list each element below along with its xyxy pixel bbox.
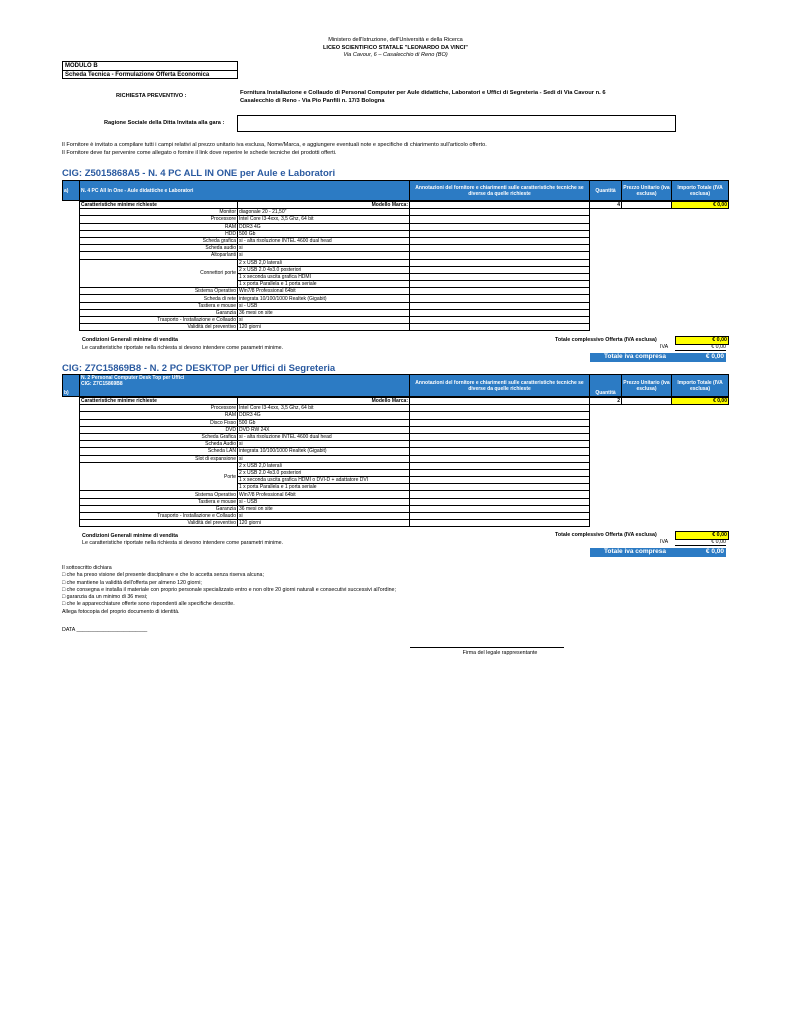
char-header: Caratteristiche minime richieste (80, 398, 238, 405)
annotation-cell[interactable] (410, 202, 590, 209)
section-a-conditions-note: Le caratteristiche riportate nella richiesta si devono intendere come parametri minime. (82, 345, 284, 351)
table-row (80, 419, 729, 426)
annotation-cell[interactable] (410, 259, 590, 266)
annotation-cell[interactable] (410, 281, 590, 288)
spec-value: 1 x seconda uscita grafica HDMI o DVI-D + adattatore DVI (238, 477, 410, 484)
annotation-cell[interactable] (410, 491, 590, 498)
annotation-cell[interactable] (410, 484, 590, 491)
spec-value: DDR3 4G (238, 223, 410, 230)
spec-label: Trasporto - Installazione e Collaudo (80, 513, 238, 520)
annotation-cell[interactable] (410, 223, 590, 230)
date-field[interactable]: DATA ________________________ (62, 627, 148, 633)
spec-label: Monitor (80, 209, 238, 216)
spec-value: 500 Gb (238, 419, 410, 426)
spec-value: si - USB (238, 498, 410, 505)
annotation-cell[interactable] (410, 469, 590, 476)
table-row (80, 513, 729, 520)
spec-value: si (238, 513, 410, 520)
spec-value: diagonale 20 - 21,50" (238, 209, 410, 216)
table-row (80, 317, 729, 324)
spec-value: 2 x USB 2,0 laterali (238, 259, 410, 266)
annotation-cell[interactable] (410, 455, 590, 462)
table-row (80, 426, 729, 433)
spec-value: 1 x seconda uscita grafica HDMI (238, 273, 410, 280)
cig-b-title: CIG: Z7C15869B8 - N. 2 PC DESKTOP per Uffici di Segreteria (62, 363, 336, 374)
declaration-attach: Allega fotocopia del proprio documento di identità. (62, 608, 180, 615)
annotation-cell[interactable] (410, 309, 590, 316)
spec-value: si - alta risoluzione INTEL 4600 dual head (238, 237, 410, 244)
annotation-cell[interactable] (410, 252, 590, 259)
annotation-cell[interactable] (410, 462, 590, 469)
annotation-cell[interactable] (410, 230, 590, 237)
company-field[interactable] (237, 115, 676, 132)
spec-label: Tastiera e mouse (80, 302, 238, 309)
spec-value: si (238, 455, 410, 462)
spec-label: Processore (80, 405, 238, 412)
spec-value: 120 giorni (238, 520, 410, 527)
section-a-conditions: Condizioni Generali minime di vendita (82, 337, 178, 343)
table-b-body (79, 397, 729, 527)
spec-label: Porte (80, 462, 238, 491)
school-name: LICEO SCIENTIFICO STATALE "LEONARDO DA VINCI" (323, 45, 468, 51)
section-b-letter: b) (63, 375, 80, 397)
spec-label: Scheda LAN (80, 448, 238, 455)
spec-label: RAM (80, 223, 238, 230)
annotation-cell[interactable] (410, 412, 590, 419)
table-row (80, 441, 729, 448)
section-a-iva-value: € 0,00 (675, 344, 726, 351)
declaration-item: □ che le apparecchiature offerte sono rispondenti alle specifiche descritte. (62, 601, 235, 608)
annotation-cell[interactable] (410, 477, 590, 484)
spec-value: si (238, 245, 410, 252)
table-row (80, 245, 729, 252)
spec-value: integrata 10/100/1000 Realtek (Gigabit) (238, 448, 410, 455)
table-row (80, 295, 729, 302)
signature-line[interactable] (410, 647, 564, 648)
table-row (80, 223, 729, 230)
spec-label: Garanzia (80, 309, 238, 316)
request-text-line2: Casalecchio di Reno - Via Pio Panfili n. 17/3 Bologna (240, 98, 385, 104)
spec-label: Scheda audio (80, 245, 238, 252)
section-a-total-iva-label: Totale iva compresa (604, 353, 667, 360)
ministry-line: Ministero dell'Istruzione, dell'Università e della Ricerca (328, 37, 463, 43)
spec-value: 2 x USB 2.0 4x3.0 posteriori (238, 266, 410, 273)
section-b-price-header: Prezzo Unitario (iva esclusa) (622, 375, 672, 397)
table-row (80, 202, 729, 209)
spec-label: Altoparlanti (80, 252, 238, 259)
table-row (80, 237, 729, 244)
model-label: Modello Marca: (238, 202, 410, 209)
declaration-item: □ garanzia da un minimo di 36 mesi; (62, 594, 148, 601)
spec-value: 2 x USB 2.0 4x3.0 posteriori (238, 469, 410, 476)
section-b-product-header1: N. 2 Personal Computer Desk Top per Uffici (81, 375, 185, 381)
spec-value: 120 giorni (238, 324, 410, 331)
section-b-total-iva-label: Totale iva compresa (604, 548, 667, 555)
table-row (80, 520, 729, 527)
declaration-item: □ che ha preso visione del presente disciplinare e che lo accetta senza riserva alcuna; (62, 572, 264, 579)
table-row (80, 288, 729, 295)
spec-value: si (238, 252, 410, 259)
request-text (240, 89, 606, 105)
section-b-conditions-note: Le caratteristiche riportate nella richiesta si devono intendere come parametri minime. (82, 540, 284, 546)
spec-value: integrata 10/100/1000 Realtek (Gigabit) (238, 295, 410, 302)
table-row (80, 216, 729, 223)
request-label: RICHIESTA PREVENTIVO : (116, 93, 187, 99)
section-b-annot-header: Annotazioni del fornitore e chiarimenti sulle caratteristiche tecniche se diverse da quelle richieste (410, 375, 590, 397)
declaration-intro: Il sottoscritto dichiara (62, 565, 112, 571)
annotation-cell[interactable] (410, 405, 590, 412)
cig-a-title: CIG: Z5015868A5 - N. 4 PC ALL IN ONE per Aule e Laboratori (62, 168, 336, 179)
table-row (80, 491, 729, 498)
spec-label: Garanzia (80, 505, 238, 512)
unit-price-input[interactable] (622, 398, 672, 405)
spec-value: Win7/8 Professional 64bit (238, 288, 410, 295)
unit-price-input[interactable] (622, 202, 672, 209)
spec-label: Sistema Operativo (80, 288, 238, 295)
section-a-qty-header: Quantità (590, 181, 622, 201)
annotation-cell[interactable] (410, 505, 590, 512)
section-b-product-header (80, 375, 410, 397)
annotation-cell[interactable] (410, 498, 590, 505)
spec-value: Intel Core I3-4xxx, 3,5 Ghz, 64 bit (238, 405, 410, 412)
section-a-price-header: Prezzo Unitario (iva esclusa) (622, 181, 672, 201)
spec-value: 1 x porta Parallela e 1 porta seriale (238, 484, 410, 491)
table-row (80, 433, 729, 440)
qty-value: 2 (590, 398, 622, 405)
signature-label: Firma del legale rappresentante (462, 650, 538, 656)
table-row (80, 259, 729, 266)
model-label: Modello Marca: (238, 398, 410, 405)
table-row (80, 309, 729, 316)
annotation-cell[interactable] (410, 209, 590, 216)
spec-value: si (238, 441, 410, 448)
spec-value: Win7/8 Professional 64bit (238, 491, 410, 498)
section-a-amount-header: Importo Totale (IVA esclusa) (672, 181, 729, 201)
table-row (80, 302, 729, 309)
table-row (80, 230, 729, 237)
annotation-cell[interactable] (410, 324, 590, 331)
spec-label: Disco Fisso (80, 419, 238, 426)
annotation-cell[interactable] (410, 245, 590, 252)
table-b-header (62, 374, 729, 397)
spec-label: Scheda di rete (80, 295, 238, 302)
section-b-iva-label: IVA (660, 539, 669, 545)
spec-label: Scheda Audio (80, 441, 238, 448)
annotation-cell[interactable] (410, 295, 590, 302)
section-b-conditions: Condizioni Generali minime di vendita (82, 533, 178, 539)
declaration-item: □ che mantiene la validità dell'offerta per almeno 120 giorni; (62, 579, 202, 586)
amount-value: € 0,00 (672, 398, 729, 405)
table-row (80, 398, 729, 405)
annotation-cell[interactable] (410, 266, 590, 273)
spec-label: RAM (80, 412, 238, 419)
spec-label: Trasporto - Installazione e Collaudo (80, 317, 238, 324)
table-row (80, 448, 729, 455)
annotation-cell[interactable] (410, 441, 590, 448)
table-row (80, 324, 729, 331)
spec-value: si - USB (238, 302, 410, 309)
annotation-cell[interactable] (410, 520, 590, 527)
table-row (80, 252, 729, 259)
annotation-cell[interactable] (410, 237, 590, 244)
spec-value: Intel Core I3-4xxx, 3,5 Ghz, 64 bit (238, 216, 410, 223)
spec-value: DDR3 4G (238, 412, 410, 419)
spec-label: Validità del preventivo (80, 324, 238, 331)
spec-value: si - alta risoluzione INTEL 4600 dual head (238, 433, 410, 440)
school-address: Via Cavour, 6 – Casalecchio di Reno (BO) (343, 52, 448, 58)
spec-label: Processore (80, 216, 238, 223)
spec-label: Scheda grafica (80, 237, 238, 244)
modulo-subtitle: Scheda Tecnica - Formulazione Offerta Economica (65, 72, 210, 78)
qty-value: 4 (590, 202, 622, 209)
section-b-total-iva (590, 548, 726, 557)
spec-value: 1 x porta Parallela e 1 porta seriale (238, 281, 410, 288)
spec-label: Sistema Operativo (80, 491, 238, 498)
spec-label: Tastiera e mouse (80, 498, 238, 505)
note-line2: Il Fornitore deve far pervenire come allegato o fornire il link dove reperire le schede tecniche dei prodotti offerti. (62, 150, 337, 156)
spec-label: Validità del preventivo (80, 520, 238, 527)
declaration (62, 565, 396, 616)
section-b-amount-header: Importo Totale (IVA esclusa) (672, 375, 729, 397)
annotation-cell[interactable] (410, 216, 590, 223)
annotation-cell[interactable] (410, 288, 590, 295)
section-b-qty-header: Quantità (590, 375, 622, 397)
table-row (80, 209, 729, 216)
modulo-title: MODULO B (63, 62, 237, 71)
spec-value: 500 Gb (238, 230, 410, 237)
annotation-cell[interactable] (410, 419, 590, 426)
table-a-body (79, 201, 729, 331)
table-row (80, 505, 729, 512)
table-row (80, 462, 729, 469)
annotation-cell[interactable] (410, 448, 590, 455)
table-row (80, 412, 729, 419)
section-a-letter: a) (63, 181, 80, 201)
declaration-item: □ che consegna e installa il materiale con proprio personale specializzato entro e non oltre 20 giorni naturali e consecutivi successivi all'ordine; (62, 586, 396, 593)
section-b-product-header2: CIG: Z7C15869B8 (81, 381, 123, 387)
section-b-total-label: Totale complessivo Offerta (IVA esclusa) (555, 532, 657, 538)
request-text-line1: Fornitura Installazione e Collaudo di Personal Computer per Aule didattiche, Laboratori e Uffici di Segreteria - Sedi di Via Cavour n. 6 (240, 90, 606, 96)
annotation-cell[interactable] (410, 398, 590, 405)
section-a-total-value: € 0,00 (675, 336, 729, 345)
spec-label: DVD (80, 426, 238, 433)
spec-label: HDD (80, 230, 238, 237)
section-a-iva-label: IVA (660, 344, 669, 350)
annotation-cell[interactable] (410, 513, 590, 520)
spec-value: 2 x USB 2,0 laterali (238, 462, 410, 469)
spec-label: Scheda Grafica (80, 433, 238, 440)
section-a-annot-header: Annotazioni del fornitore e chiarimenti sulle caratteristiche tecniche se diverse da quelle richieste (410, 181, 590, 201)
spec-value: DVD RW 24X (238, 426, 410, 433)
section-b-iva-value: € 0,00 (675, 539, 726, 546)
table-row (80, 455, 729, 462)
section-a-total-label: Totale complessivo Offerta (IVA esclusa) (555, 337, 657, 343)
note-line1: Il Fornitore è invitato a compilare tutti i campi relativi al prezzo unitario iva esclusa, Nome/Marca, e aggiungere eventuali note e specifiche di chiarimento sull'articolo offerto. (62, 142, 487, 148)
section-a-product-header: N. 4 PC All In One - Aule didattiche e Laboratori (80, 181, 410, 201)
modulo-box (62, 61, 238, 79)
spec-label: Slot di espansione (80, 455, 238, 462)
spec-value: si (238, 317, 410, 324)
section-a-total-iva-value: € 0,00 (705, 353, 724, 360)
table-row (80, 405, 729, 412)
table-a-header (62, 180, 729, 201)
annotation-cell[interactable] (410, 273, 590, 280)
table-row (80, 498, 729, 505)
spec-label: Connettori porte (80, 259, 238, 288)
annotation-cell[interactable] (410, 426, 590, 433)
amount-value: € 0,00 (672, 202, 729, 209)
annotation-cell[interactable] (410, 433, 590, 440)
section-b-total-iva-value: € 0,00 (705, 548, 724, 555)
section-a-total-iva (590, 353, 726, 362)
company-label: Ragione Sociale della Ditta Invitata alla gara : (104, 120, 225, 126)
spec-value: 36 mesi on site (238, 309, 410, 316)
annotation-cell[interactable] (410, 302, 590, 309)
spec-value: 36 mesi on site (238, 505, 410, 512)
char-header: Caratteristiche minime richieste (80, 202, 238, 209)
annotation-cell[interactable] (410, 317, 590, 324)
section-b-total-value: € 0,00 (675, 531, 729, 540)
